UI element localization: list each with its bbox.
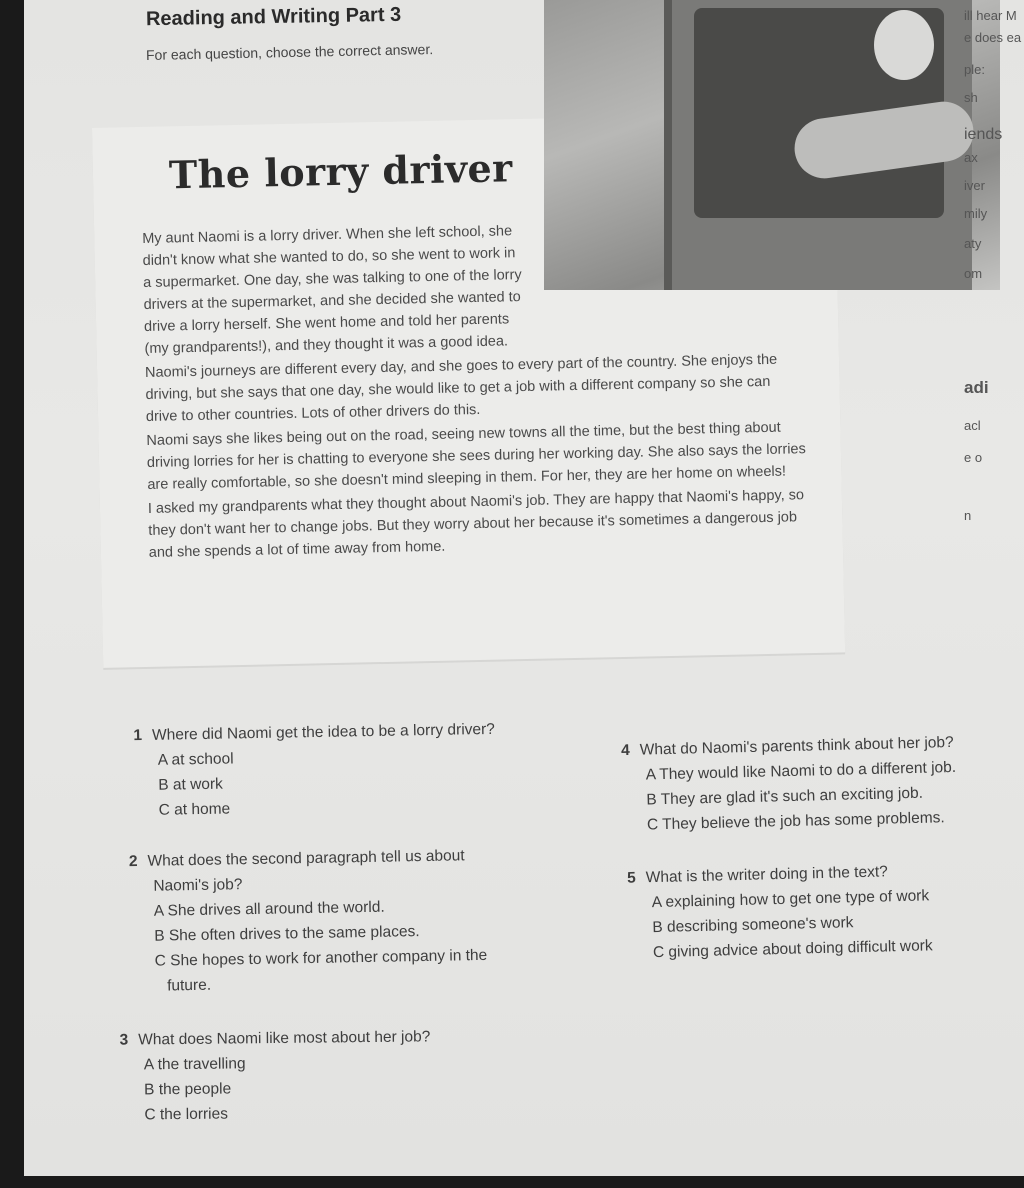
answer-option: A They would like Naomi to do a different job. <box>645 758 957 784</box>
fragment: sh <box>964 90 978 105</box>
article-body <box>142 214 809 566</box>
driver-face <box>874 10 934 80</box>
article-paragraph: Naomi says she likes being out on the road, seeing new towns all the time, but the best thing about driving lorries for her is chatting to everyone she sees during her working day. She also says the lorries are really comfortable, so she doesn't mind sleeping in them. For her, they are her home on wheels! <box>146 419 806 493</box>
answer-option: A the travelling <box>143 1055 246 1074</box>
answer-option: C giving advice about doing difficult work <box>652 937 933 962</box>
question-stem: Where did Naomi get the idea to be a lorry driver? <box>151 720 495 744</box>
fragment: om <box>964 266 983 281</box>
question-1 <box>133 717 496 823</box>
question-number: 5 <box>626 869 636 887</box>
fragment: e does ea <box>964 30 1022 45</box>
question-stem: What do Naomi's parents think about her job? <box>639 733 954 759</box>
article-paragraph: My aunt Naomi is a lorry driver. When she left school, she didn't know what she wanted to do, so she went to work in a supermarket. One day, she was talking to one of the lorry drivers at the supermarket, and she decided she wanted to drive a lorry herself. She went home and told her parents (my grandparents!), and they thought it was a good idea. <box>142 223 522 357</box>
answer-option: B the people <box>144 1080 232 1099</box>
question-stem: What does Naomi like most about her job? <box>138 1028 431 1049</box>
answer-option: B They are glad it's such an exciting job. <box>646 784 924 809</box>
answer-option: A at school <box>157 750 234 769</box>
article-title: The lorry driver <box>168 145 514 198</box>
textbook-page <box>24 0 1024 1188</box>
fragment: aty <box>964 236 982 251</box>
answer-option: C They believe the job has some problems. <box>646 809 945 834</box>
question-number: 1 <box>133 727 143 745</box>
fragment: adi <box>964 378 989 397</box>
fragment: n <box>964 508 972 523</box>
fragment: ax <box>964 150 978 165</box>
fragment: iver <box>964 178 985 193</box>
question-stem-cont: Naomi's job? <box>153 876 243 895</box>
fragment: iends <box>964 126 1003 143</box>
answer-option: B describing someone's work <box>652 914 854 937</box>
page-bottom-edge <box>24 1176 1024 1188</box>
question-2 <box>129 843 488 999</box>
answer-option: A She drives all around the world. <box>153 898 385 920</box>
answer-option: C She hopes to work for another company in the <box>154 946 488 970</box>
fragment: ple: <box>964 62 985 77</box>
fragment: ill hear M <box>964 8 1017 23</box>
section-title: Reading and Writing Part 3 <box>145 3 402 31</box>
instruction-text: For each question, choose the correct answer. <box>145 40 434 64</box>
answer-option: A explaining how to get one type of work <box>651 887 930 912</box>
question-3 <box>119 1024 431 1127</box>
question-number: 4 <box>620 741 630 760</box>
fragment: acl <box>964 418 981 433</box>
question-stem: What is the writer doing in the text? <box>645 863 888 887</box>
question-number: 2 <box>128 852 138 871</box>
adjacent-page-fragments <box>964 0 1024 700</box>
fragment: mily <box>964 206 988 221</box>
answer-option-cont: future. <box>166 976 212 995</box>
question-5 <box>627 858 933 965</box>
answer-option: C the lorries <box>144 1105 229 1124</box>
article-paragraph: Naomi's journeys are different every day, and she goes to every part of the country. She enjoys the driving, but she says that one day, she would like to get a job with a different company so she can drive to other countries. Lots of other drivers do this. <box>144 351 778 425</box>
article-paragraph: I asked my grandparents what they thought about Naomi's job. They are happy that Naomi's happy, so they don't want her to change jobs. But they worry about her because it's sometimes a dangerous job and she spends a lot of time away from home. <box>147 487 805 561</box>
answer-option: C at home <box>158 800 231 819</box>
answer-option: B She often drives to the same places. <box>154 923 420 945</box>
fragment: e o <box>964 450 983 465</box>
question-stem: What does the second paragraph tell us about <box>147 847 465 870</box>
answer-option: B at work <box>158 775 223 794</box>
question-4 <box>621 730 958 838</box>
question-number: 3 <box>119 1031 129 1049</box>
